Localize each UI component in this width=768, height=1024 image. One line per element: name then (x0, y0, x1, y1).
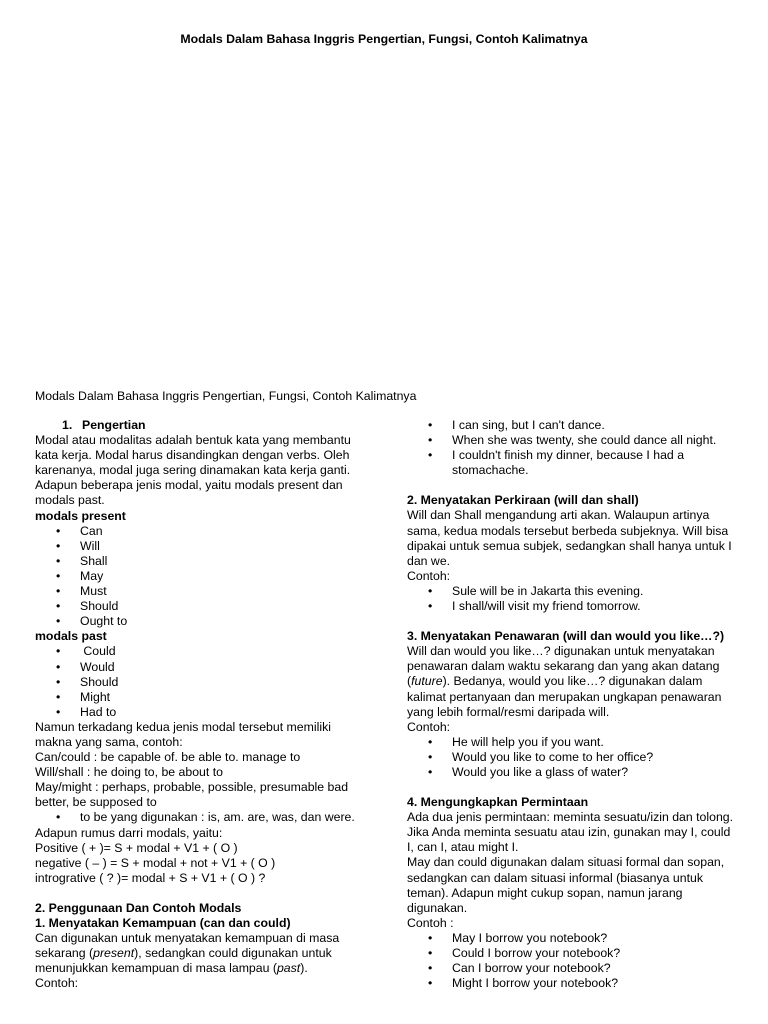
paragraph: May/might : perhaps, probable, possible, presumable bad better, be supposed to (35, 780, 349, 810)
list-item: • to be yang digunakan : is, am. are, was, dan were. (35, 810, 365, 825)
formula-positive: Positive ( + )= S + modal + V1 + ( O ) (35, 840, 238, 855)
example-list-3 (407, 735, 737, 780)
subsection-2-heading: 2. Menyatakan Perkiraan (will dan shall) (407, 493, 639, 508)
formula-negative: negative ( – ) = S + modal + not + V1 + ( O ) (35, 855, 276, 870)
modals-present-list (35, 524, 365, 630)
contoh-label: Contoh: (407, 719, 451, 734)
page-title: Modals Dalam Bahasa Inggris Pengertian, Fungsi, Contoh Kalimatnya (180, 32, 588, 46)
list-item: • Might I borrow your notebook? (407, 976, 737, 991)
document-subtitle: Modals Dalam Bahasa Inggris Pengertian, Fungsi, Contoh Kalimatnya (35, 389, 417, 403)
modals-present-heading: modals present (35, 508, 126, 523)
list-item: • He will help you if you want. (407, 735, 737, 750)
subsection-2-paragraph: Will dan Shall mengandung arti akan. Walaupun artinya sama, kedua modals tersebut berbeda subjeknya. Will bisa dipakai untuk semua subjek, sedangkan shall hanya untuk I dan we. (407, 508, 732, 568)
list-item: • Will (35, 539, 365, 554)
example-list-2 (407, 584, 737, 614)
list-item: • Would you like to come to her office? (407, 750, 737, 765)
list-item: • May (35, 569, 365, 584)
list-item: • Must (35, 584, 365, 599)
list-item: • Shall (35, 554, 365, 569)
subsection-3-paragraph: Will dan would you like…? digunakan untuk menyatakan penawaran dalam waktu sekarang dan yang akan datang (future). Bedanya, would you like…? digunakan dalam kalimat pertanyaan dan merupakan ungkapan penawaran yang lebih formal/resmi daripada will. (407, 644, 722, 719)
paragraph: Can/could : be capable of. be able to. manage to (35, 750, 301, 765)
list-item: • Can (35, 524, 365, 539)
list-item: • Had to (35, 705, 365, 720)
modals-past-heading: modals past (35, 629, 107, 644)
paragraph: Will/shall : he doing to, be about to (35, 765, 223, 780)
subsection-4-paragraph-1: Ada dua jenis permintaan: meminta sesuatu/izin dan tolong. Jika Anda meminta sesuatu atau izin, gunakan may I, could I, can I, atau might I. (407, 810, 734, 855)
formula-interrogative: introgrative ( ? )= modal + S + V1 + ( O ) ? (35, 870, 266, 885)
list-item: • I couldn't finish my dinner, because I had a stomachache. (407, 448, 737, 478)
list-item: • Should (35, 599, 365, 614)
subsection-3-heading: 3. Menyatakan Penawaran (will dan would you like…?) (407, 629, 725, 644)
subsection-4-paragraph-2: May dan could digunakan dalam situasi formal dan sopan, sedangkan can dalam situasi informal (biasanya untuk teman). Adapun might cukup sopan, namun jarang digunakan. (407, 855, 725, 915)
list-item: • Can I borrow your notebook? (407, 961, 737, 976)
list-item: • Could I borrow your notebook? (407, 946, 737, 961)
paragraph: Adapun rumus darri modals, yaitu: (35, 825, 223, 840)
section-2-heading: 2. Penggunaan Dan Contoh Modals (35, 900, 242, 915)
subsection-4-heading: 4. Mengungkapkan Permintaan (407, 795, 589, 810)
right-column (407, 418, 737, 991)
list-item: • Might (35, 690, 365, 705)
list-item: • Would (35, 660, 365, 675)
definition-paragraph: Modal atau modalitas adalah bentuk kata yang membantu kata kerja. Modal harus disandingkan dengan verbs. Oleh karenanya, modal juga sering dinamakan kata kerja ganti. Adapun beberapa jenis modal, yaitu modals present dan modals past. (35, 433, 351, 508)
list-item: • Would you like a glass of water? (407, 765, 737, 780)
section-1-heading: 1. Pengertian (62, 418, 146, 432)
example-list-1 (407, 418, 737, 478)
list-item: • I shall/will visit my friend tomorrow. (407, 599, 737, 614)
list-item: • May I borrow you notebook? (407, 931, 737, 946)
list-item: • Could (35, 644, 365, 659)
list-item: • Sule will be in Jakarta this evening. (407, 584, 737, 599)
list-item: • Ought to (35, 614, 365, 629)
contoh-label: Contoh: (407, 568, 451, 583)
list-item: • I can sing, but I can't dance. (407, 418, 737, 433)
to-be-list (35, 810, 365, 825)
list-item: • When she was twenty, she could dance all night. (407, 433, 737, 448)
example-list-4 (407, 931, 737, 991)
left-column (35, 418, 365, 991)
contoh-label: Contoh: (35, 976, 79, 991)
subsection-1-heading: 1. Menyatakan Kemampuan (can dan could) (35, 916, 291, 930)
modals-past-list (35, 644, 365, 719)
contoh-label: Contoh : (407, 915, 454, 930)
paragraph: Namun terkadang kedua jenis modal tersebut memiliki makna yang sama, contoh: (35, 719, 331, 749)
list-item: • Should (35, 675, 365, 690)
subsection-1-paragraph: Can digunakan untuk menyatakan kemampuan di masa sekarang (present), sedangkan could digunakan untuk menunjukkan kemampuan di masa lampau (past). (35, 931, 340, 976)
